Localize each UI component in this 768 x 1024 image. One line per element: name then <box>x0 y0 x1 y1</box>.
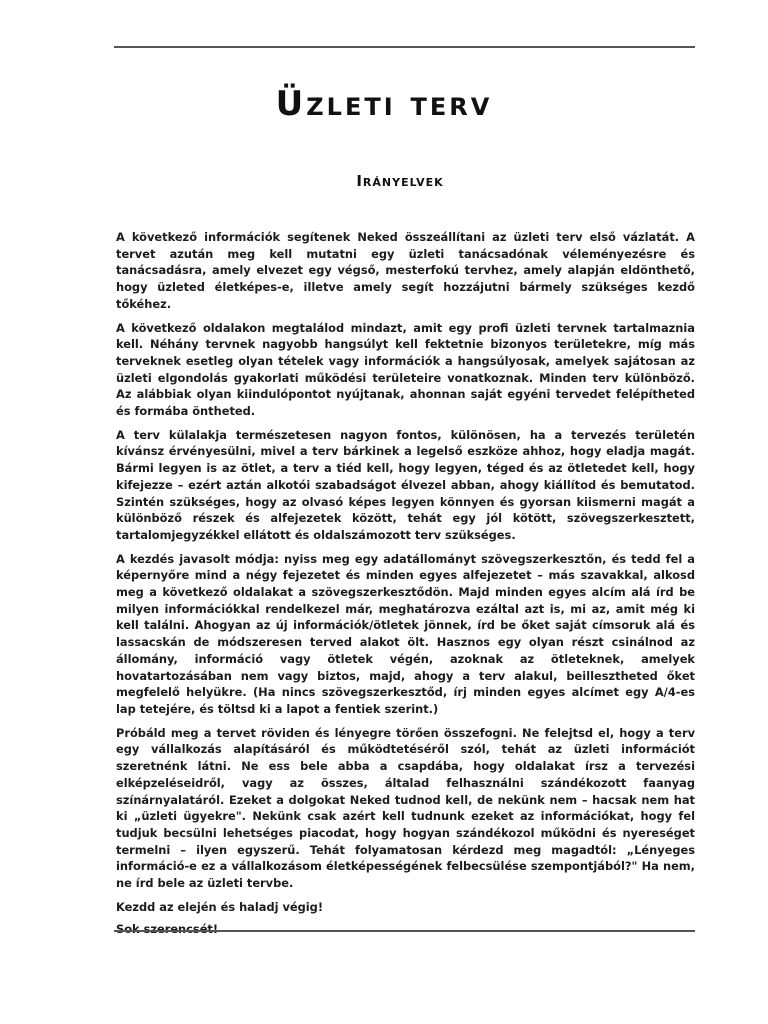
paragraph-getting-started: A kezdés javasolt módja: nyiss meg egy adatállományt szövegszerkesztőn, és tedd fel a képernyőre mind a négy fejezetet és minden egyes alfejezetet – más szavakkal, alkosd meg a következő oldalakat a szövegszerkesztődön. Majd minden egyes alcím alá írd be milyen információkkal rendelkezel már, meghatározva ezáltal azt is, mi az, amit még ki kell találni. Ahogyan az új információk/ötletek jönnek, írd be őket saját címsoruk alá és lassacskán de módszeresen terved alakot ölt. Hasznos egy olyan részt csinálnod az állomány, információ vagy ötletek végén, azoknak az ötleteknek, amelyek hovatartozásában nem vagy biztos, majd, ahogy a terv alakul, beillesztheted őket megfelelő helyükre. (Ha nincs szövegszerkesztőd, írj minden egyes alcímet egy A/4-es lap tetejére, és töltsd ki a lapot a fentiek szerint.) <box>116 551 695 716</box>
paragraph-appearance: A terv külalakja természetesen nagyon fontos, különösen, ha a tervezés területén kívánsz érvényesülni, mivel a terv bárkinek a legelső eszköze ahhoz, hogy eladja magát. Bármi legyen is az ötlet, a terv a tiéd kell, hogy legyen, téged és az ötletedet kell, hogy kifejezze – ezért aztán alkotói szabadságot élvezel abban, ahogy kiállítod és bemutatod. Szintén szükséges, hogy az olvasó képes legyen könnyen és gyorsan kiismerni magát a különböző részek és alfejezetek között, tehát egy jól kötött, szövegszerkesztett, tartalomjegyzékkel ellátott és oldalszámozott terv szükséges. <box>116 427 695 542</box>
top-divider <box>114 46 695 48</box>
document-subtitle: Irányelvek <box>356 172 444 190</box>
paragraph-start: Kezdd az elején és haladj végig! <box>116 899 324 914</box>
paragraph-be-concise: Próbáld meg a tervet röviden és lényegre törően összefogni. Ne felejtsd el, hogy a terv egy vállalkozás alapításáról és működtetéséről szól, tehát az üzleti információt szeretnénk látni. Ne ess bele abba a csapdába, hogy oldalakat írsz a tervezési elképzeléseidről, vagy az összes, általad felhasználni szándékozott faanyag színárnyalatáról. Ezeket a dolgokat Neked tudnod kell, de nekünk nem – hacsak nem hat ki „üzleti ügyekre". Nekünk csak azért kell tudnunk ezeket az információkat, hogy fel tudjuk becsülni lehetséges piacodat, hogy hogyan szándékozol működni és nyereséget termelni – ilyen egyszerű. Tehát folyamatosan kérdezd meg magadtól: „Lényeges információ-e ez a vállalkozásom életképességének felbecsülése szempontjából?" Ha nem, ne írd bele az üzleti tervbe. <box>116 725 695 891</box>
document-body <box>116 229 695 944</box>
paragraph-intro: A következő információk segítenek Neked összeállítani az üzleti terv első vázlatát. A tervet azután meg kell mutatni egy üzleti tanácsadónak véleményezésre és tanácsadásra, amely elvezet egy végső, mesterfokú tervhez, amely alapján eldönthető, hogy üzleted életképes-e, illetve amely segít hozzájutni bármely szükséges kezdő tőkéhez. <box>116 230 695 311</box>
bottom-divider <box>114 930 695 932</box>
paragraph-contents: A következő oldalakon megtalálod mindazt, amit egy profi üzleti tervnek tartalmaznia kell. Néhány tervnek nagyobb hangsúlyt kell fektetnie bizonyos területekre, míg más terveknek esetleg olyan tételek vagy információk a hangsúlyosak, amelyek sajátosan az üzleti elgondolás gyakorlati működési területeire vonatkoznak. Minden terv különböző. Az alábbiak olyan kiindulópontot nyújtanak, ahonnan saját egyéni tervedet felépítheted és formába öntheted. <box>116 320 695 419</box>
document-title: Üzleti terv <box>275 84 493 124</box>
paragraph-good-luck: Sok szerencsét! <box>116 922 219 937</box>
